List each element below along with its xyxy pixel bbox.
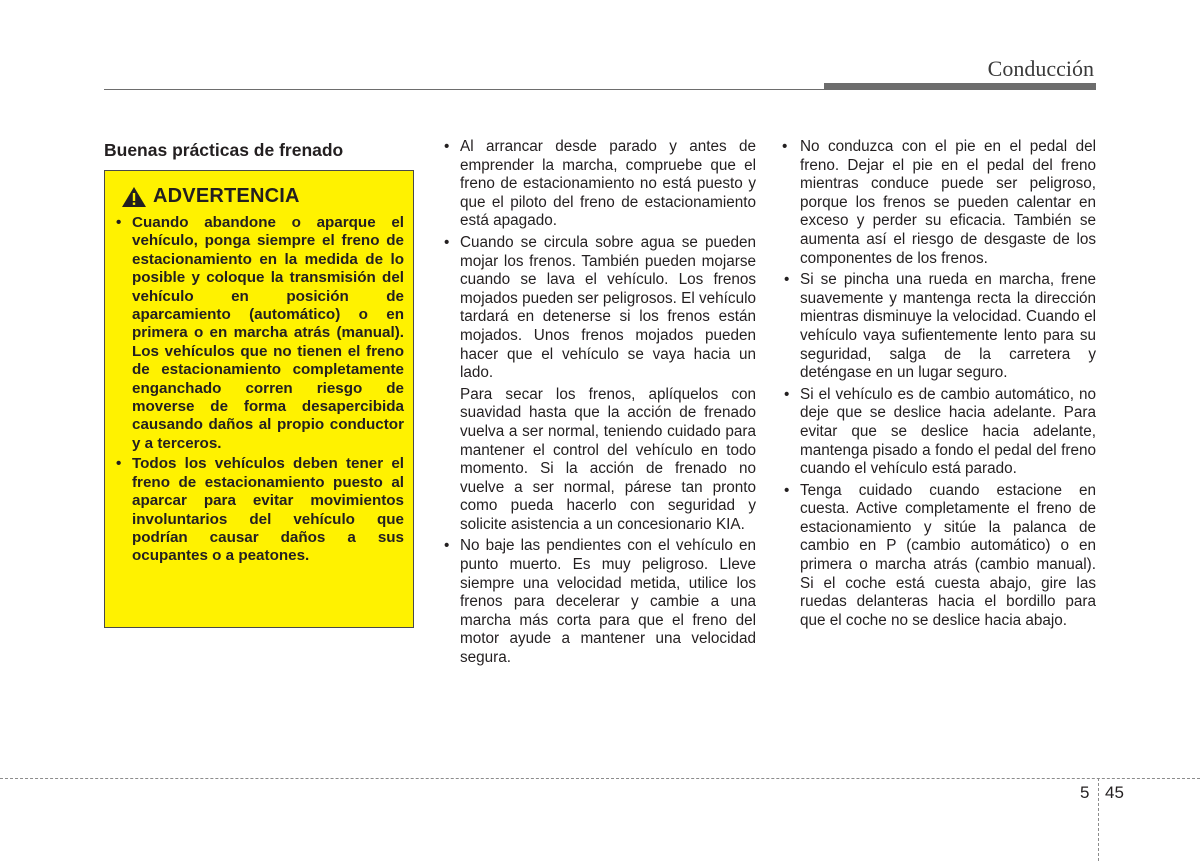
list-item-continuation: Para secar los frenos, aplíquelos con suavidad hasta que la acción de frenado vuelva a ser normal, teniendo cuidado para mantener el control del vehículo en todo momento. Si la acción de frenado no vuelve a ser normal, párese tan pronto como pueda hacerlo con seguridad y solicite asistencia a un concesionario KIA. bbox=[460, 385, 756, 533]
list-item: • Cuando se circula sobre agua se pueden mojar los frenos. También pueden mojarse cuando se lava el vehículo. Los frenos mojados pueden ser peligrosos. El vehículo tardará en detenerse si los frenos están mojados. Unos frenos mojados pueden hacer que el vehículo se vaya hacia un lado. bbox=[442, 234, 756, 383]
warning-label: ADVERTENCIA bbox=[153, 185, 300, 207]
footer-divider bbox=[0, 778, 1200, 779]
warning-triangle-icon bbox=[121, 186, 147, 208]
list-item: • Tenga cuidado cuando estacione en cuesta. Active completamente el freno de estacionamiento y sitúe la palanca de cambio en P (cambio automático) o en primera o marcha atrás (cambio manual). Si el coche está cuesta abajo, gire las ruedas delanteras hacia el bordillo para que el coche no se deslice hacia abajo. bbox=[782, 482, 1096, 631]
text-column-3 bbox=[782, 138, 1096, 633]
page-section-number: 5 bbox=[1080, 783, 1090, 802]
warning-list bbox=[114, 214, 404, 566]
footer-vertical-divider bbox=[1098, 778, 1099, 861]
page-header-title: Conducción bbox=[987, 56, 1094, 81]
list-item: • Al arrancar desde parado y antes de emprender la marcha, compruebe que el freno de estacionamiento no está puesto y que el piloto del freno de estacionamiento está apagado. bbox=[442, 138, 756, 231]
text-column-2 bbox=[442, 138, 756, 671]
warning-heading bbox=[121, 185, 404, 208]
warning-item: • Todos los vehículos deben tener el freno de estacionamiento puesto al aparcar para evitar movimientos involuntarios del vehículo que podrían causar daños a sus ocupantes o a peatones. bbox=[114, 455, 404, 565]
page-number: 45 bbox=[1105, 783, 1124, 802]
header-rule-accent bbox=[824, 83, 1096, 90]
warning-item: • Cuando abandone o aparque el vehículo, ponga siempre el freno de estacionamiento en la medida de lo posible y coloque la transmisión del vehículo en posición de aparcamiento (automático) o en primera o en marcha atrás (manual). Los vehículos que no tienen el freno de estacionamiento completamente enganchado corren riesgo de moverse de forma desapercibida causando daños al propio conductor y a terceros. bbox=[114, 214, 404, 453]
list-item: • No baje las pendientes con el vehículo en punto muerto. Es muy peligroso. Lleve siempre una velocidad metida, utilice los frenos para decelerar y cambie a una marcha más corta para que el freno del motor ayude a mantener una velocidad segura. bbox=[442, 537, 756, 667]
list-item: • Si el vehículo es de cambio automático, no deje que se deslice hacia adelante. Para evitar que se deslice hacia adelante, mantenga pisado a fondo el pedal del freno cuando el vehículo está parado. bbox=[782, 386, 1096, 479]
list-item: • Si se pincha una rueda en marcha, frene suavemente y mantenga recta la dirección mientras disminuye la velocidad. Cuando el vehículo vaya sufientemente lento para su seguridad, salga de la carretera y deténgase en un lugar seguro. bbox=[782, 271, 1096, 383]
section-title: Buenas prácticas de frenado bbox=[104, 140, 344, 160]
list-item: • No conduzca con el pie en el pedal del freno. Dejar el pie en el pedal del freno mientras conduce puede ser peligroso, porque los frenos se pueden calentar en exceso y perder su eficacia. También se aumenta así el riesgo de desgaste de los componentes de los frenos. bbox=[782, 138, 1096, 268]
warning-box bbox=[104, 170, 414, 628]
